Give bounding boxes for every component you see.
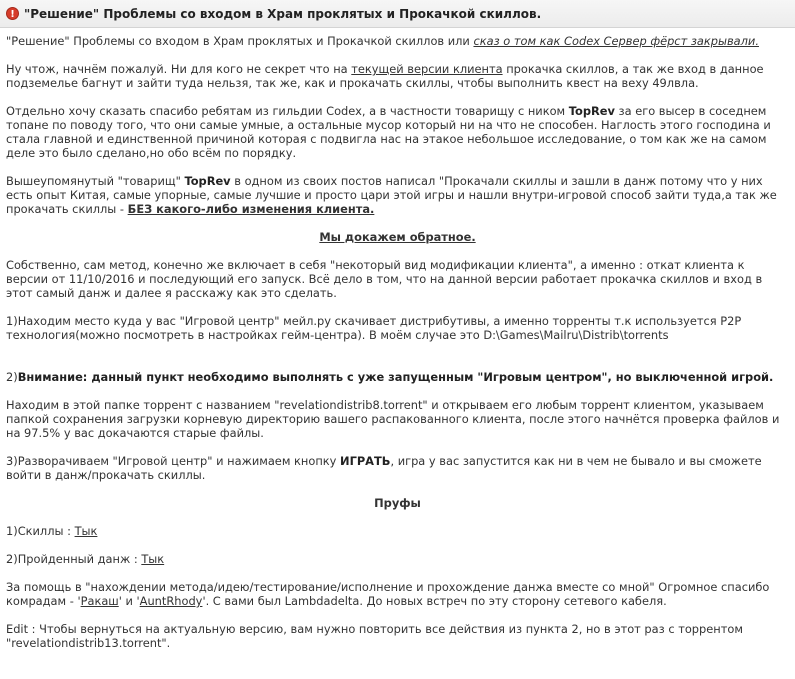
- paragraph-edit: Edit : Чтобы вернуться на актуальную версию, вам нужно повторить все действия из пункта 2, но в этот раз с торрентом "revelationdistrib13.torrent".: [6, 622, 743, 650]
- user-link-auntrhody[interactable]: AuntRhody: [139, 594, 203, 608]
- current-client-link[interactable]: текущей версии клиента: [351, 62, 503, 76]
- intro-paragraph: "Решение" Проблемы со входом в Храм проклятых и Прокачкой скиллов или сказ о том как Codex Сервер фёрст закрывали.: [6, 34, 759, 48]
- paragraph-method: Собственно, сам метод, конечно же включает в себя "некоторый вид модификации клиента", а именно : откат клиента к версии от 11/10/2016 и последующий его запуск. Всё дело в том, что на данной версии работает прокачка скиллов и вход в этот самый данж и далее я расскажу как это сделать.: [6, 258, 763, 300]
- proof-dungeon-link[interactable]: Тык: [141, 552, 165, 566]
- alert-icon: !: [6, 7, 19, 20]
- proof-skills: 1)Скиллы : Тык: [6, 524, 98, 538]
- user-link-rakash[interactable]: Ракаш: [80, 594, 119, 608]
- codex-story-link[interactable]: сказ о том как Codex Сервер фёрст закрывали.: [473, 34, 759, 48]
- paragraph-credits: За помощь в "нахождении метода/идею/тестирование/исполнение и прохождение данжа вместе со мной" Огромное спасибо комрадам - 'Ракаш' и 'AuntRhody'. С вами был Lambdadelta. До новых встреч по эту сторону сетевого кабеля.: [6, 580, 770, 608]
- heading-prove: Мы докажем обратное.: [319, 230, 476, 244]
- paragraph-thanks-codex: Отдельно хочу сказать спасибо ребятам из гильдии Codex, а в частности товарищу с ником TopRev за его высер в соседнем топане по поводу того, что они самые умные, а остальные мусор который ни на что не способен. Наглость этого господина и стала главной и единственной причиной которая с подвигла нас на этакое небольшое исследование, о том как же на самом деле это было сделано,но обо всём по порядку.: [6, 104, 771, 160]
- proof-dungeon: 2)Пройденный данж : Тык: [6, 552, 165, 566]
- step-2-warning: 2)Внимание: данный пункт необходимо выполнять с уже запущенным "Игровым центром", но выключенной игрой.: [6, 370, 774, 384]
- post-title: "Решение" Проблемы со входом в Храм проклятых и Прокачкой скиллов.: [24, 6, 542, 21]
- step-3: 3)Разворачиваем "Игровой центр" и нажимаем кнопку ИГРАТЬ, игра у вас запустится как ни в чем не бывало и вы сможете войти в данж/прокачать скиллы.: [6, 454, 762, 482]
- step-1: 1)Находим место куда у вас "Игровой центр" мейл.ру скачивает дистрибутивы, а именно торренты т.к используется P2P технология(можно посмотреть в настройках гейм-центра). В моём случае это D:\Games\Mailru\Distrib\torrents: [6, 314, 742, 342]
- paragraph-client-version: Ну чтож, начнём пожалуй. Ни для кого не секрет что на текущей версии клиента прокачка скиллов, а так же вход в данное подземелье багнут и зайти туда нельзя, так же, как и прокачать скиллы, чтобы выполнить квест на веху 49лвла.: [6, 62, 764, 90]
- post-body: [0, 28, 795, 650]
- proof-skills-link[interactable]: Тык: [74, 524, 98, 538]
- heading-proofs: Пруфы: [374, 496, 421, 510]
- paragraph-toprev-quote: Вышеупомянутый "товарищ" TopRev в одном из своих постов написал "Прокачали скиллы и зашли в данж потому что у них есть опыт Китая, самые упорные, самые лучшие и просто цари этой игры и нашли внутри-игровой способ зайти туда,а так же прокачать скиллы - БЕЗ какого-либо изменения клиента.: [6, 174, 777, 216]
- post-header: [0, 0, 795, 28]
- no-client-change-link[interactable]: БЕЗ какого-либо изменения клиента.: [127, 202, 375, 216]
- step-2-text: Находим в этой папке торрент с названием "revelationdistrib8.torrent" и открываем его любым торрент клиентом, указываем папкой сохранения загрузки корневую директорию вашего распакованного клиента, после этого начнётся проверка файлов и на 97.5% у вас докачаются старые файлы.: [6, 398, 780, 440]
